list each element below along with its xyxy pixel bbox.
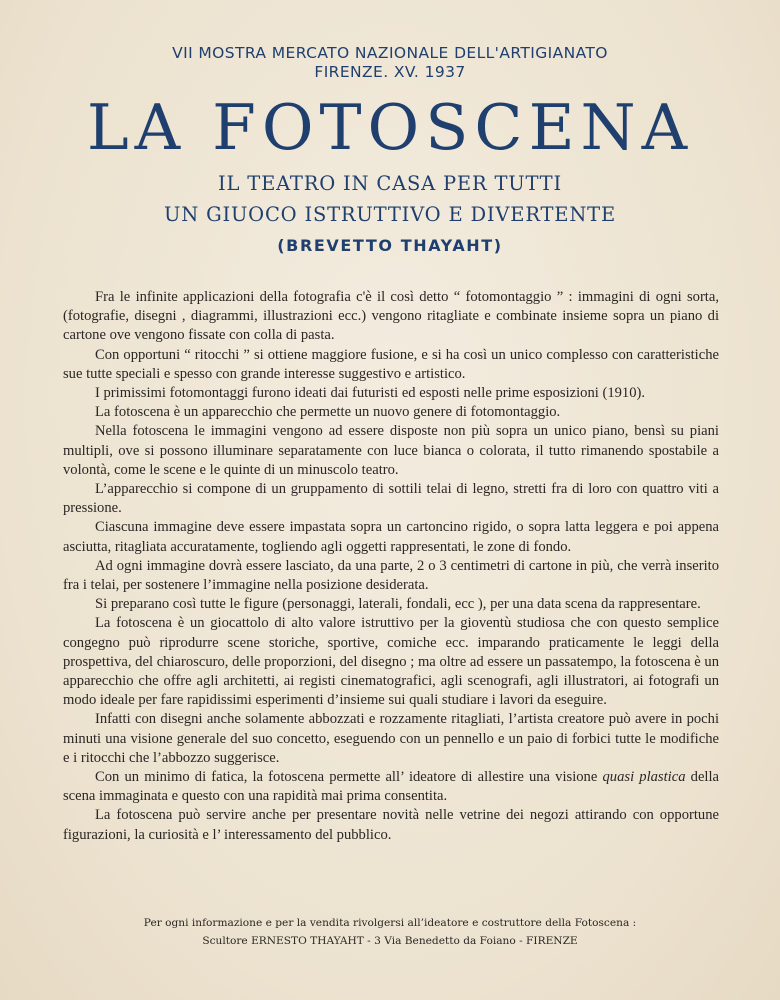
paragraph-12-start: Con un minimo di fatica, la fotoscena permette all’ ideatore di allestire una visione [95,769,603,786]
event-name: VII MOSTRA MERCATO NAZIONALE DELL'ARTIGIANATO [172,44,608,62]
subtitle-block [0,168,780,230]
event-header [0,44,780,82]
paragraph-9: Si preparano così tutte le figure (personaggi, laterali, fondali, ecc ), per una data scena da rappresentare. [95,596,701,613]
paragraph-2: Con opportuni “ ritocchi ” si ottiene maggiore fusione, e si ha così un unico complesso con caratteristiche sue tutte speciali e spesso con grande interesse suggestivo e artistico. [63,346,719,382]
paragraph-10: La fotoscena è un giocattolo di alto valore istruttivo per la gioventù studiosa che con questo semplice congegno può riprodurre scene storiche, sportive, comiche ecc. imparando praticamente le leggi della prospettiva, del chiaroscuro, delle proporzioni, del disegno ; ma oltre ad essere un passatempo, la fotoscena è un apparecchio che offre agli architetti, ai registi cinematografici, agli scenografi, agli illustratori, ai fotografi un modo ideale per fare rapidissimi esperimenti d’insieme sui quali studiare i lavori da eseguire. [63,615,719,709]
subtitle-line-2: UN GIUOCO ISTRUTTIVO E DIVERTENTE [163,203,617,226]
paragraph-6: L’apparecchio si compone di un gruppamento di sottili telai di legno, stretti fra di loro con quattro viti a pressione. [63,481,719,517]
event-place-date: FIRENZE. XV. 1937 [314,63,466,81]
paragraph-12-end: della scena immaginata e questo con una rapidità mai prima consentita. [63,769,720,805]
paragraph-1: Fra le infinite applicazioni della fotografia c'è il così detto “ fotomontaggio ” : immagini di ogni sorta, (fotografie, disegni , diagrammi, illustrazioni ecc.) vengono ritagliate e combinate insieme sopra un piano di cartone ove vengono fissate con colla di pasta. [63,289,719,344]
subtitle-line-1: IL TEATRO IN CASA PER TUTTI [218,172,562,195]
paragraph-8: Ad ogni immagine dovrà essere lasciato, da una parte, 2 o 3 centimetri di cartone in più, che verrà inserito fra i telai, per sostenere l’immagine nella posizione desiderata. [63,557,719,594]
paragraph-13: La fotoscena può servire anche per presentare novità nelle vetrine dei negozi attirando con opportune figurazioni, la curiosità e l’ interessamento del pubblico. [63,807,719,843]
footer-contact [0,914,780,950]
paragraph-5: Nella fotoscena le immagini vengono ad essere disposte non più sopra un unico piano, bensì su piani multipli, ove si possono illuminare separatamente con luce bianca o colorata, il tutto rimanendo spostabile a volontà, come le scene e le quinte di un minuscolo teatro. [63,423,719,478]
paragraph-12-emphasis: quasi plastica [602,769,686,786]
page-title: LA FOTOSCENA [86,91,694,164]
paragraph-11: Infatti con disegni anche solamente abbozzati e rozzamente ritagliati, l’artista creatore può avere in pochi minuti una visione generale del suo concetto, eseguendo con un pennello e un paio di forbici tutte le modifiche e i ritocchi che l’abbozzo suggerisce. [63,711,719,766]
footer-line-1: Per ogni informazione e per la vendita rivolgersi all’ideatore e costruttore della Fotoscena : [143,917,637,929]
paragraph-3: I primissimi fotomontaggi furono ideati dai futuristi ed esposti nelle prime esposizioni (1910). [95,385,646,402]
footer-line-2: Scultore ERNESTO THAYAHT - 3 Via Benedetto da Foiano - FIRENZE [202,935,578,947]
patent-line: (BREVETTO THAYAHT) [277,236,503,255]
paragraph-7: Ciascuna immagine deve essere impastata sopra un cartoncino rigido, o sopra latta leggera e poi appena asciutta, ritagliata accuratamente, togliendo agli oggetti rappresentati, le zone di fondo. [63,519,719,555]
paragraph-4: La fotoscena è un apparecchio che permette un nuovo genere di fotomontaggio. [95,404,561,421]
paragraph-12 [63,768,719,806]
body-text [63,288,719,845]
